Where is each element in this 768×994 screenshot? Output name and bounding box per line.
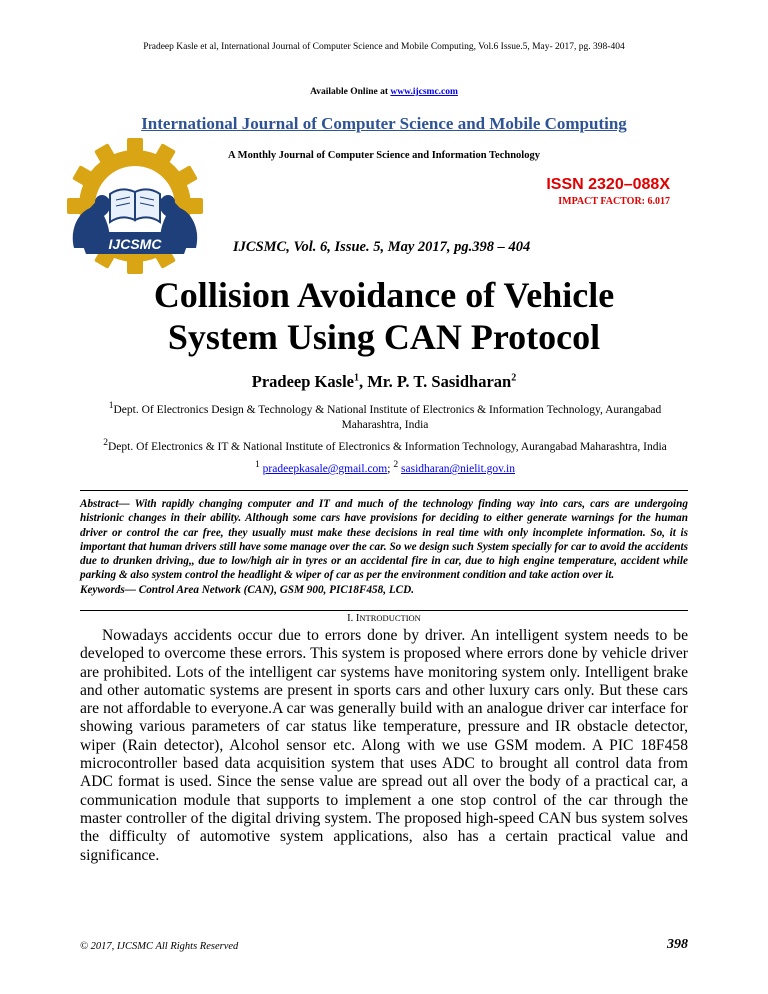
author-emails: $^1$ pradeepkasale@gmail.com; $^2$ sasidharan@nielit.gov.in: [255, 459, 515, 475]
journal-subtitle: A Monthly Journal of Computer Science and Information Technology: [228, 150, 540, 161]
running-header: Pradeep Kasle et al, International Journal of Computer Science and Mobile Computing, Vol.6 Issue.5, May- 2017, pg. 398-404: [143, 42, 625, 52]
affiliation-1: $^1$Dept. Of Electronics Design & Technology & National Institute of Electronics & Information Technology, Aurangabad Maharashtra, India: [108, 400, 662, 431]
impact-factor: IMPACT FACTOR: 6.017: [558, 196, 670, 207]
paper-title-line1: Collision Avoidance of Vehicle: [153, 275, 615, 315]
authors: Pradeep Kasle$^1$, Mr. P. T. Sasidharan$^2$: [251, 372, 517, 391]
keywords: Keywords— Control Area Network (CAN), GSM 900, PIC18F458, LCD.: [80, 583, 414, 596]
journal-website-link[interactable]: www.ijcsmc.com: [390, 87, 458, 97]
logo-text: IJCSMC: [108, 236, 162, 252]
issn: ISSN 2320–088X: [546, 176, 670, 193]
logo-banner: [78, 232, 192, 254]
section-heading: I. INTRODUCTION: [347, 613, 421, 624]
footer-copyright: © 2017, IJCSMC All Rights Reserved: [80, 941, 239, 952]
introduction-body: Nowadays accidents occur due to errors done by driver. An intelligent system needs to be developed to overcome these errors. This system is proposed where errors done by vehicle driver are prohibited. Lots of the intelligent car systems have monitoring system only. Intelligent brake and other automatic systems are present in sports cars and other luxury cars only. But these cars are not affordable to everyone.A car was generally build with an analogue driver car interface for showing various parameters of car status like temperature, pressure and IR obstacle detector, wiper (Rain detector), Alcohol sensor etc. Along with we use GSM modem. A PIC 18F458 microcontroller based data acquisition system that uses ADC to brought all control data from ADC format is used. Since the sense value are spread out all over the body of a practical car, a communication module that supports to implement a one stop control of the car through the master controller of the digital driving system. The proposed high-speed CAN bus system solves the difficulty of automotive system applications, also has a certain practical value and significance.: [80, 627, 688, 864]
page-number: 398: [667, 937, 688, 952]
paper-title: [0, 274, 768, 358]
journal-name: International Journal of Computer Science and Mobile Computing: [141, 114, 627, 133]
abstract: Abstract— With rapidly changing computer and IT and much of the technology finding way into cars, cars are undergoing histrionic changes in their ability. Although some cars have provisions for deciding to either generate warnings for the human driver or control the car free, they usually must make these decisions in real time with only incomplete information. So, it is important that human drivers still have some manage over the car. So we design such System specially for car to avoid the accidents due to drunken driving,, due to low/high air in tyres or an accidental fire in car, due to high engine temperature, accident while parking & also system control the headlight & wiper of car as per the environment condition and take action over it. Keywords— Control Area Network (CAN), GSM 900, PIC18F458, LCD.: [80, 498, 688, 596]
email-link-2[interactable]: sasidharan@nielit.gov.in: [401, 462, 515, 475]
paper-title-line2: System Using CAN Protocol: [167, 317, 601, 357]
email-link-1[interactable]: pradeepkasale@gmail.com: [262, 462, 388, 475]
affiliation-2: $^2$Dept. Of Electronics & IT & National Institute of Electronics & Information Technology, Aurangabad Maharashtra, India: [103, 437, 667, 453]
divider-top: [80, 490, 688, 491]
volume-issue-line: IJCSMC, Vol. 6, Issue. 5, May 2017, pg.398 – 404: [233, 239, 531, 255]
available-online: Available Online at www.ijcsmc.com: [310, 87, 458, 97]
divider-bottom: [80, 610, 688, 611]
